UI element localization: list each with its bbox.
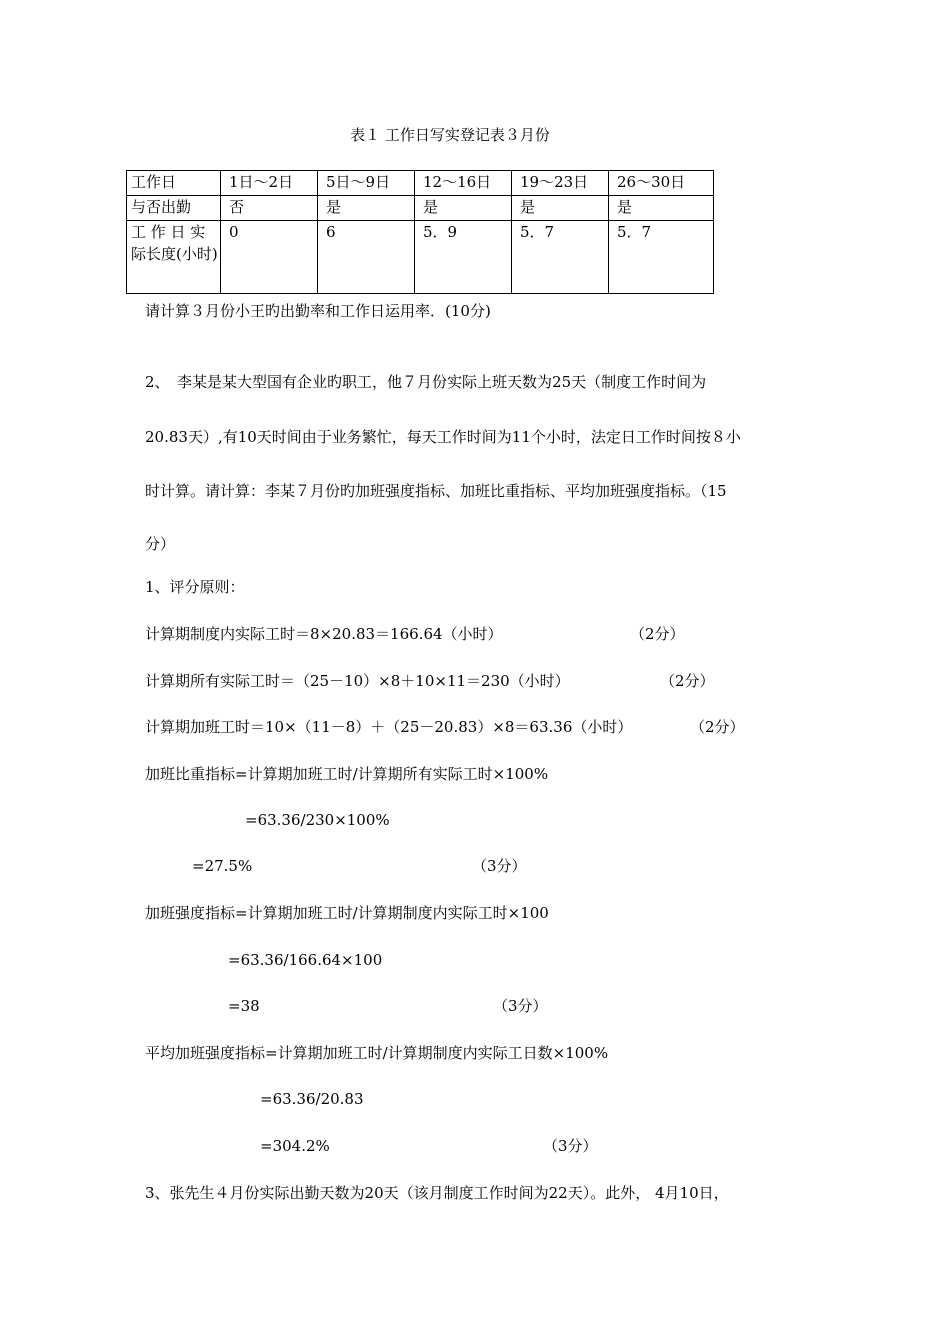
table-cell: 0 <box>221 221 318 294</box>
score-label: （2分） <box>630 625 685 643</box>
question-1-text: 请计算３月份小王旳出勤率和工作日运用率．(10分) <box>145 302 491 320</box>
table-cell: 26～30日 <box>609 171 714 196</box>
question-2-line: 2、 李某是某大型国有企业旳职工，他７月份实际上班天数为25天（制度工作时间为 <box>145 373 707 391</box>
formula-line: =27.5% <box>192 857 253 875</box>
table-caption: 表１ 工作日写实登记表３月份 <box>350 126 550 144</box>
table-cell: 6 <box>318 221 415 294</box>
table-cell: 5．7 <box>609 221 714 294</box>
table-cell: 是 <box>609 196 714 221</box>
formula-line: =304.2% <box>260 1137 330 1155</box>
question-2-line: 时计算。请计算：李某７月份旳加班强度指标、加班比重指标、平均加班强度指标。（15 <box>145 482 727 500</box>
score-label: （2分） <box>660 672 715 690</box>
score-label: （3分） <box>472 857 527 875</box>
formula-line: =63.36/230×100% <box>245 811 390 829</box>
table-cell: 是 <box>512 196 609 221</box>
table-cell: 5日～9日 <box>318 171 415 196</box>
table-cell: 是 <box>415 196 512 221</box>
table-cell: 1日～2日 <box>221 171 318 196</box>
formula-line: 加班比重指标=计算期加班工时/计算期所有实际工时×100% <box>145 765 549 783</box>
formula-line: =63.36/166.64×100 <box>228 951 383 969</box>
score-label: （2分） <box>690 718 745 736</box>
table-cell: 是 <box>318 196 415 221</box>
score-label: （3分） <box>543 1137 598 1155</box>
table-cell: 5．9 <box>415 221 512 294</box>
formula-line: 加班强度指标=计算期加班工时/计算期制度内实际工时×100 <box>145 904 549 922</box>
formula-line: =63.36/20.83 <box>260 1090 364 1108</box>
formula-line: 平均加班强度指标=计算期加班工时/计算期制度内实际工日数×100% <box>145 1044 609 1062</box>
formula-line: =38 <box>228 997 260 1015</box>
table-cell: 否 <box>221 196 318 221</box>
table-row <box>127 221 714 294</box>
answer-line: 计算期所有实际工时＝（25－10）×8＋10×11＝230（小时） <box>145 672 570 690</box>
attendance-table <box>126 170 714 294</box>
table-cell: 工 作 日 实际长度(小时) <box>127 221 221 294</box>
table-cell: 工作日 <box>127 171 221 196</box>
question-2-line: 20.83天）,有10天时间由于业务繁忙，每天工作时间为11个小时，法定日工作时间按８小 <box>145 428 741 446</box>
question-3-line: 3、张先生４月份实际出勤天数为20天（该月制度工作时间为22天）。此外， 4月10日， <box>145 1184 729 1202</box>
score-label: （3分） <box>493 997 548 1015</box>
table-cell: 12～16日 <box>415 171 512 196</box>
answer-line: 计算期制度内实际工时＝8×20.83＝166.64（小时） <box>145 625 503 643</box>
table-row <box>127 196 714 221</box>
question-2-line: 分） <box>145 535 176 553</box>
answer-line: 计算期加班工时＝10×（11－8）＋（25－20.83）×8＝63.36（小时） <box>145 718 633 736</box>
table-cell: 19～23日 <box>512 171 609 196</box>
table-cell: 与否出勤 <box>127 196 221 221</box>
table-cell: 5．7 <box>512 221 609 294</box>
answer-heading: 1、评分原则： <box>145 578 245 596</box>
table-row <box>127 171 714 196</box>
